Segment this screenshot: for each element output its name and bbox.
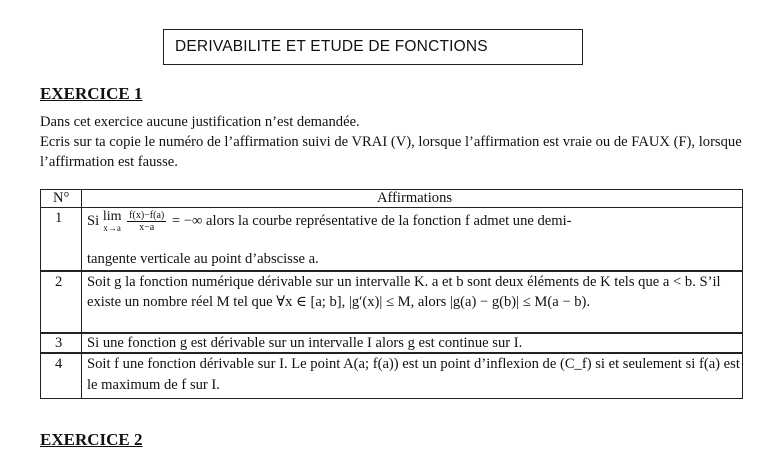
table-row xyxy=(41,271,743,333)
affirmation-cell xyxy=(82,208,743,272)
affirmation-1-post: = −∞ alors la courbe représentative de la fonction f admet une demi- xyxy=(171,212,572,229)
table-row xyxy=(41,333,743,353)
affirmations-table xyxy=(40,189,743,399)
affirmation-1-pre: Si xyxy=(87,212,100,229)
table-header-row xyxy=(41,190,743,208)
exercise2-heading: EXERCICE 2 xyxy=(40,430,143,449)
limit-word: lim xyxy=(102,209,122,224)
affirmation-1-line2: tangente verticale au point d’abscisse a. xyxy=(87,251,319,267)
limit-subscript: x→a xyxy=(103,223,121,233)
affirmation-cell: Soit g la fonction numérique dérivable sur un intervalle K. a et b sont deux éléments de K tels que a < b. S’il existe un nombre réel M tel que ∀x ∈ [a; b], |g′(x)| ≤ M, alors |g(a) − g(b)| ≤ M(a − b). xyxy=(82,271,743,333)
affirmation-cell: Soit f une fonction dérivable sur I. Le point A(a; f(a)) est un point d’inflexion de (C_f) si et seulement si f(a) est le maximum de f sur I. xyxy=(82,353,743,399)
affirmation-cell: Si une fonction g est dérivable sur un intervalle I alors g est continue sur I. xyxy=(82,333,743,353)
fraction-numerator: f(x)−f(a) xyxy=(129,210,165,221)
intro-line-2: Ecris sur ta copie le numéro de l’affirmation suivi de VRAI (V), lorsque l’affirmation est vraie ou de FAUX (F), lorsque l’affirmation est fausse. xyxy=(40,134,742,170)
table-row xyxy=(41,353,743,399)
row-number: 4 xyxy=(41,353,82,399)
col-header-affirmations: Affirmations xyxy=(82,190,743,208)
row-number: 3 xyxy=(41,333,82,353)
limit-operator xyxy=(103,210,122,233)
fraction-denominator: x−a xyxy=(139,222,155,233)
intro-line-1: Dans cet exercice aucune justification n’est demandée. xyxy=(40,114,360,130)
table-row xyxy=(41,208,743,272)
page-title: DERIVABILITE ET ETUDE DE FONCTIONS xyxy=(175,38,488,55)
row-number: 2 xyxy=(41,271,82,333)
exercise1-heading: EXERCICE 1 xyxy=(40,84,143,103)
col-header-num: N° xyxy=(41,190,82,208)
row-number: 1 xyxy=(41,208,82,272)
title-box xyxy=(163,29,583,65)
fraction xyxy=(127,210,166,233)
exercise1-intro xyxy=(40,112,760,172)
